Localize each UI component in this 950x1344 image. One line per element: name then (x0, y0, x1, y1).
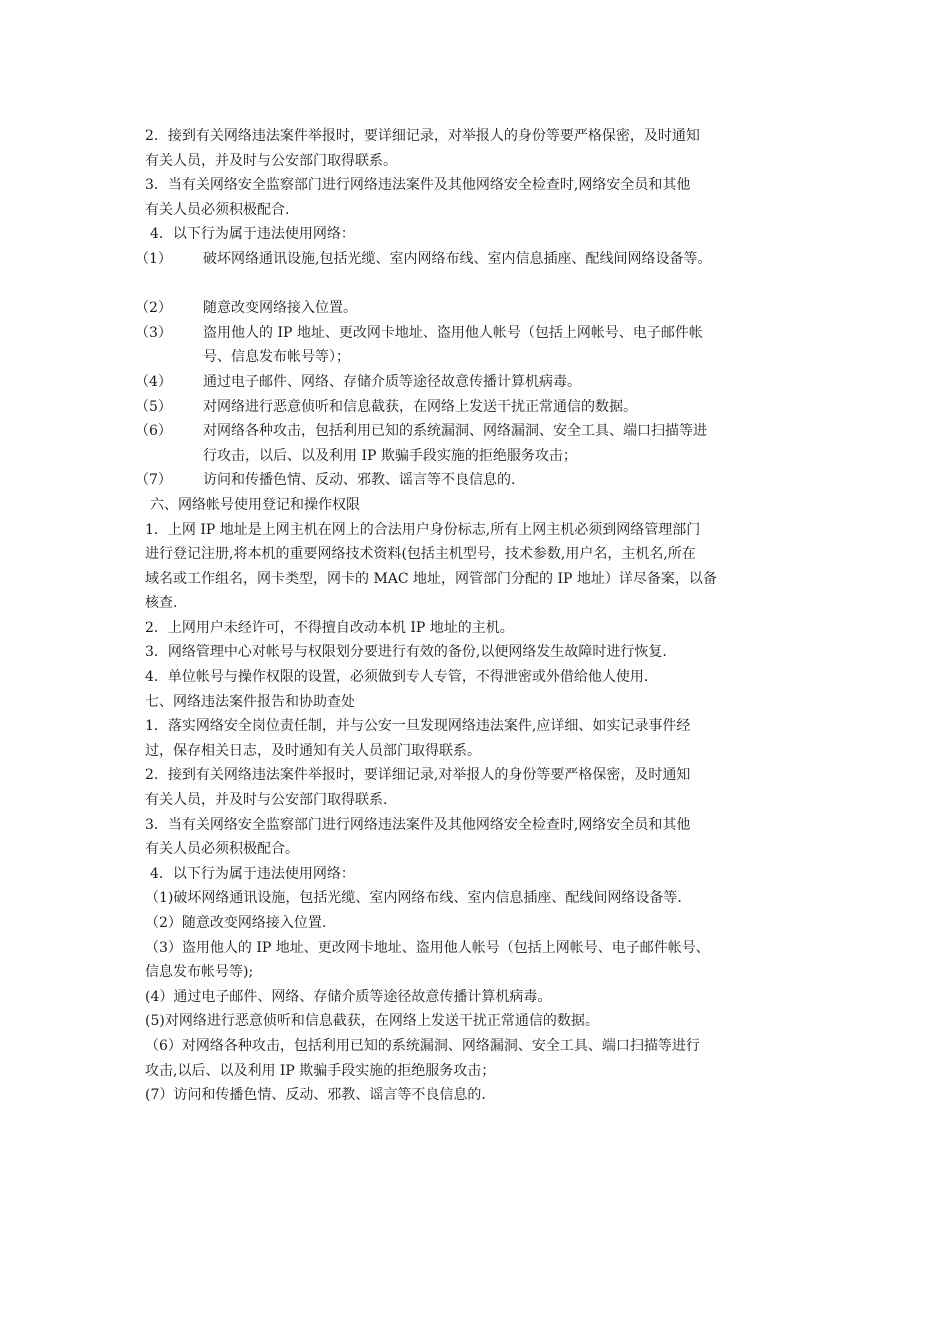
list-line: (5)对网络进行恶意侦听和信息截获，在网络上发送干扰正常通信的数据。 (145, 1013, 599, 1030)
paragraph-line: 3．当有关网络安全监察部门进行网络违法案件及其他网络安全检查时,网络安全员和其他 (145, 816, 691, 833)
paragraph-line: 2．接到有关网络违法案件举报时，要详细记录，对举报人的身份等要严格保密，及时通知 (145, 128, 700, 144)
list-item (135, 419, 825, 468)
list-item (135, 395, 825, 420)
list-item-text: 随意改变网络接入位置。 (203, 300, 357, 317)
paragraph-line: 3．网络管理中心对帐号与权限划分要进行有效的备份,以便网络发生故障时进行恢复. (145, 644, 667, 661)
list-line: （3）盗用他人的 IP 地址、更改网卡地址、盗用他人帐号（包括上网帐号、电子邮件帐号、 (145, 939, 710, 956)
paragraph-line: 2．上网用户未经许可，不得擅自改动本机 IP 地址的主机。 (145, 619, 514, 636)
list-item-text: 盗用他人的 IP 地址、更改网卡地址、盗用他人帐号（包括上网帐号、电子邮件帐 (203, 324, 703, 341)
section-heading: 七、网络违法案件报告和协助查处 (145, 693, 355, 710)
paragraph-line: 2．接到有关网络违法案件举报时，要详细记录,对举报人的身份等要严格保密，及时通知 (145, 767, 691, 784)
list-item (135, 321, 825, 370)
list-item-number: （1） (135, 250, 172, 267)
blank-line (145, 272, 825, 297)
list-item (135, 468, 825, 493)
list-line: （6）对网络各种攻击，包括利用已知的系统漏洞、网络漏洞、安全工具、端口扫描等进行 (145, 1037, 700, 1054)
list-line: 攻击,以后、以及利用 IP 欺骗手段实施的拒绝服务攻击； (145, 1062, 496, 1079)
list-item (135, 247, 825, 272)
paragraph-line: 有关人员必须积极配合。 (145, 841, 299, 858)
list-item-number: （2） (135, 300, 172, 317)
list-line: （1)破坏网络通讯设施，包括光缆、室内网络布线、室内信息插座、配线间网络设备等. (145, 890, 682, 907)
list-item-number: （6） (135, 423, 172, 440)
paragraph-line: 域名或工作组名，网卡类型，网卡的 MAC 地址，网管部门分配的 IP 地址）详尽备案，以备 (145, 570, 717, 587)
list-heading: 4．以下行为属于违法使用网络： (150, 226, 355, 243)
list-heading: 4．以下行为属于违法使用网络： (150, 865, 355, 882)
list-item-text: 访问和传播色情、反动、邪教、谣言等不良信息的. (203, 472, 516, 489)
list-item-text: 通过电子邮件、网络、存储介质等途径故意传播计算机病毒。 (203, 373, 581, 390)
list-item-text: 破坏网络通讯设施,包括光缆、室内网络布线、室内信息插座、配线间网络设备等。 (203, 250, 712, 267)
paragraph-line: 过，保存相关日志，及时通知有关人员部门取得联系。 (145, 742, 481, 759)
paragraph-line: 1．上网 IP 地址是上网主机在网上的合法用户身份标志,所有上网主机必须到网络管理部门 (145, 521, 701, 538)
paragraph-line: 3．当有关网络安全监察部门进行网络违法案件及其他网络安全检查时,网络安全员和其他 (145, 177, 691, 194)
list-line: （2）随意改变网络接入位置. (145, 915, 327, 931)
section-heading: 六、网络帐号使用登记和操作权限 (150, 496, 360, 513)
document-body (135, 124, 825, 1108)
list-item-number: （3） (135, 324, 172, 341)
list-line: (7）访问和传播色情、反动、邪教、谣言等不良信息的. (145, 1087, 486, 1104)
list-item (135, 296, 825, 321)
paragraph-line: 进行登记注册,将本机的重要网络技术资料(包括主机型号，技术参数,用户名，主机名,所在 (145, 546, 696, 563)
list-item-text: 对网络进行恶意侦听和信息截获，在网络上发送干扰正常通信的数据。 (203, 398, 637, 415)
list-line: (4）通过电子邮件、网络、存储介质等途径故意传播计算机病毒。 (145, 988, 552, 1005)
paragraph-line: 有关人员，并及时与公安部门取得联系。 (145, 152, 397, 169)
paragraph-line: 核查. (145, 595, 178, 612)
list-item (135, 370, 825, 395)
list-item-text: 号、信息发布帐号等）； (203, 349, 350, 366)
list-item-number: （7） (135, 472, 172, 489)
paragraph-line: 有关人员必须积极配合. (145, 201, 290, 218)
paragraph-line: 4．单位帐号与操作权限的设置，必须做到专人专管，不得泄密或外借给他人使用. (145, 669, 649, 686)
list-item-text: 对网络各种攻击，包括利用已知的系统漏洞、网络漏洞、安全工具、端口扫描等进 (203, 423, 707, 440)
list-item-number: （4） (135, 373, 172, 390)
paragraph-line: 有关人员，并及时与公安部门取得联系. (145, 792, 388, 809)
list-item-number: （5） (135, 398, 172, 415)
paragraph-line: 1．落实网络安全岗位责任制，并与公安一旦发现网络违法案件,应详细、如实记录事件经 (145, 718, 691, 735)
list-line: 信息发布帐号等); (145, 964, 254, 981)
list-item-text: 行攻击，以后、以及利用 IP 欺骗手段实施的拒绝服务攻击； (203, 447, 577, 464)
